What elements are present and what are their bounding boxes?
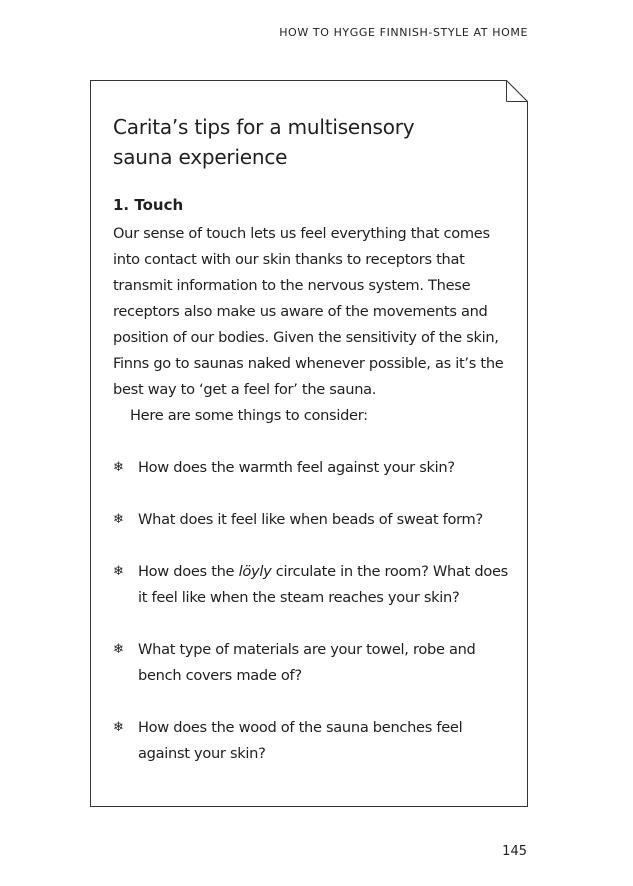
list-item-text: What does it feel like when beads of sweat form? [138,511,483,528]
considerations-list [113,455,511,767]
snowflake-icon: ❄ [113,720,124,735]
running-head: HOW TO HYGGE FINNISH-STYLE AT HOME [279,26,528,39]
list-item [113,637,511,689]
section-heading-touch: 1. Touch [113,196,184,214]
list-item-text: How does the wood of the sauna benches feel against your skin? [138,719,463,762]
snowflake-icon: ❄ [113,460,124,475]
snowflake-icon: ❄ [113,564,124,579]
list-item-text: What type of materials are your towel, robe and bench covers made of? [138,641,476,684]
touch-paragraph: Our sense of touch lets us feel everything that comes into contact with our skin thanks to receptors that transmit information to the nervous system. These receptors also make us aware of the movements and position of our bodies. Given the sensitivity of the skin, Finns go to saunas naked whenever possible, as it’s the best way to ‘get a feel for’ the sauna. [113,225,504,398]
box-title-line-2: sauna experience [113,145,288,169]
list-item [113,715,511,767]
snowflake-icon: ❄ [113,512,124,527]
tips-box [113,112,511,793]
page-number: 145 [502,844,527,859]
box-title-line-1: Carita’s tips for a multisensory [113,115,415,139]
list-item-text [138,559,511,611]
list-item [113,507,511,533]
loyly-emphasis: löyly [238,563,272,580]
list-item-text: How does the warmth feel against your skin? [138,459,455,476]
snowflake-icon: ❄ [113,642,124,657]
list-item-text-after: circulate in the room? What does it feel like when the steam reaches your skin? [138,563,508,606]
list-item [113,455,511,481]
lead-in-text: Here are some things to consider: [130,407,368,424]
list-item [113,559,511,611]
box-title [113,112,511,172]
list-item-text-before: How does the [138,563,239,580]
